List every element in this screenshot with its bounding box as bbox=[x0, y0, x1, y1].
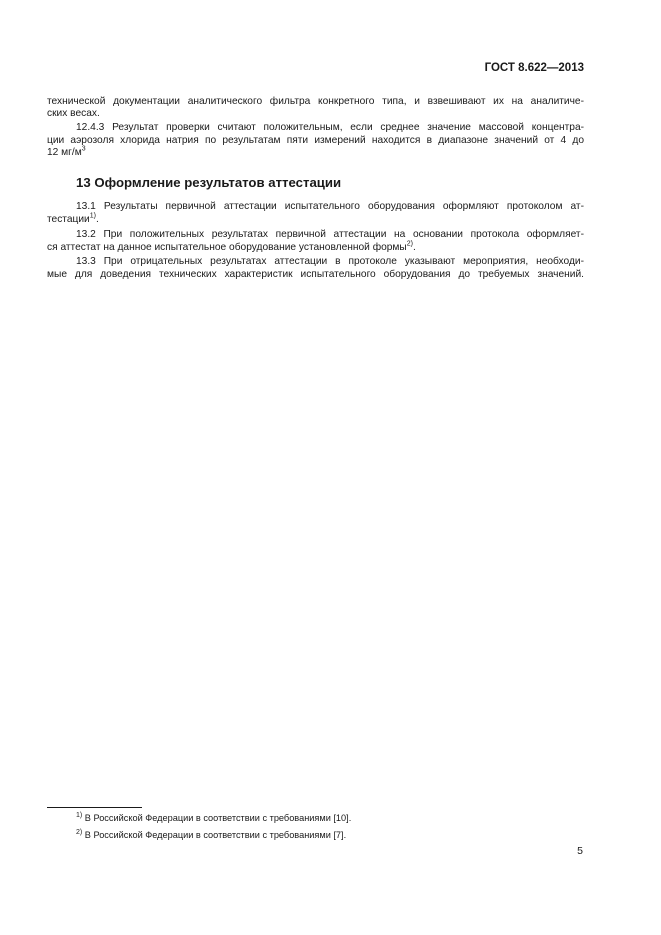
paragraph-line: мые для доведения технических характеристик испытательного оборудования до требуемых значений. bbox=[47, 269, 584, 280]
footnote-mark: 2) bbox=[76, 828, 83, 836]
footnote bbox=[76, 812, 351, 824]
section-heading: 13 Оформление результатов аттестации bbox=[76, 175, 342, 190]
paragraph-line: 12.4.3 Результат проверки считают положительным, если среднее значение массовой концентра- bbox=[76, 122, 584, 133]
page-number: 5 bbox=[577, 845, 583, 857]
paragraph-line: ции аэрозоля хлорида натрия по результатам пяти измерений находится в диапазоне значений от 4 до bbox=[47, 135, 584, 146]
paragraph-line: ских весах. bbox=[47, 108, 100, 119]
document-code: ГОСТ 8.622—2013 bbox=[484, 62, 584, 74]
superscript: 3 bbox=[81, 145, 86, 153]
text-run: . bbox=[412, 242, 416, 253]
text-run: . bbox=[95, 214, 99, 225]
footnote-separator bbox=[47, 807, 142, 808]
footnote-text: В Российской Федерации в соответствии с требованиями [7]. bbox=[82, 830, 347, 840]
footnote-ref: 1) bbox=[89, 212, 96, 220]
paragraph-line bbox=[47, 213, 99, 226]
paragraph-line: 13.2 При положительных результатах первичной аттестации на основании протокола оформляет- bbox=[76, 229, 584, 240]
paragraph-line bbox=[47, 241, 416, 254]
paragraph-line bbox=[47, 146, 86, 159]
concentration-value: 12 мг/м bbox=[47, 147, 82, 158]
footnote-ref: 2) bbox=[406, 240, 413, 248]
paragraph-line: 13.1 Результаты первичной аттестации испытательного оборудования оформляют протоколом ат- bbox=[76, 201, 584, 212]
text-run: ся аттестат на данное испытательное оборудование установленной формы bbox=[47, 242, 407, 253]
paragraph-line: 13.3 При отрицательных результатах аттестации в протоколе указывают мероприятия, необходи- bbox=[76, 256, 584, 267]
paragraph-line: технической документации аналитического фильтра конкретного типа, и взвешивают их на аналитиче- bbox=[47, 96, 584, 107]
footnote bbox=[76, 829, 346, 841]
footnote-text: В Российской Федерации в соответствии с требованиями [10]. bbox=[82, 813, 352, 823]
text-run: тестации bbox=[47, 214, 90, 225]
footnote-mark: 1) bbox=[76, 811, 83, 819]
